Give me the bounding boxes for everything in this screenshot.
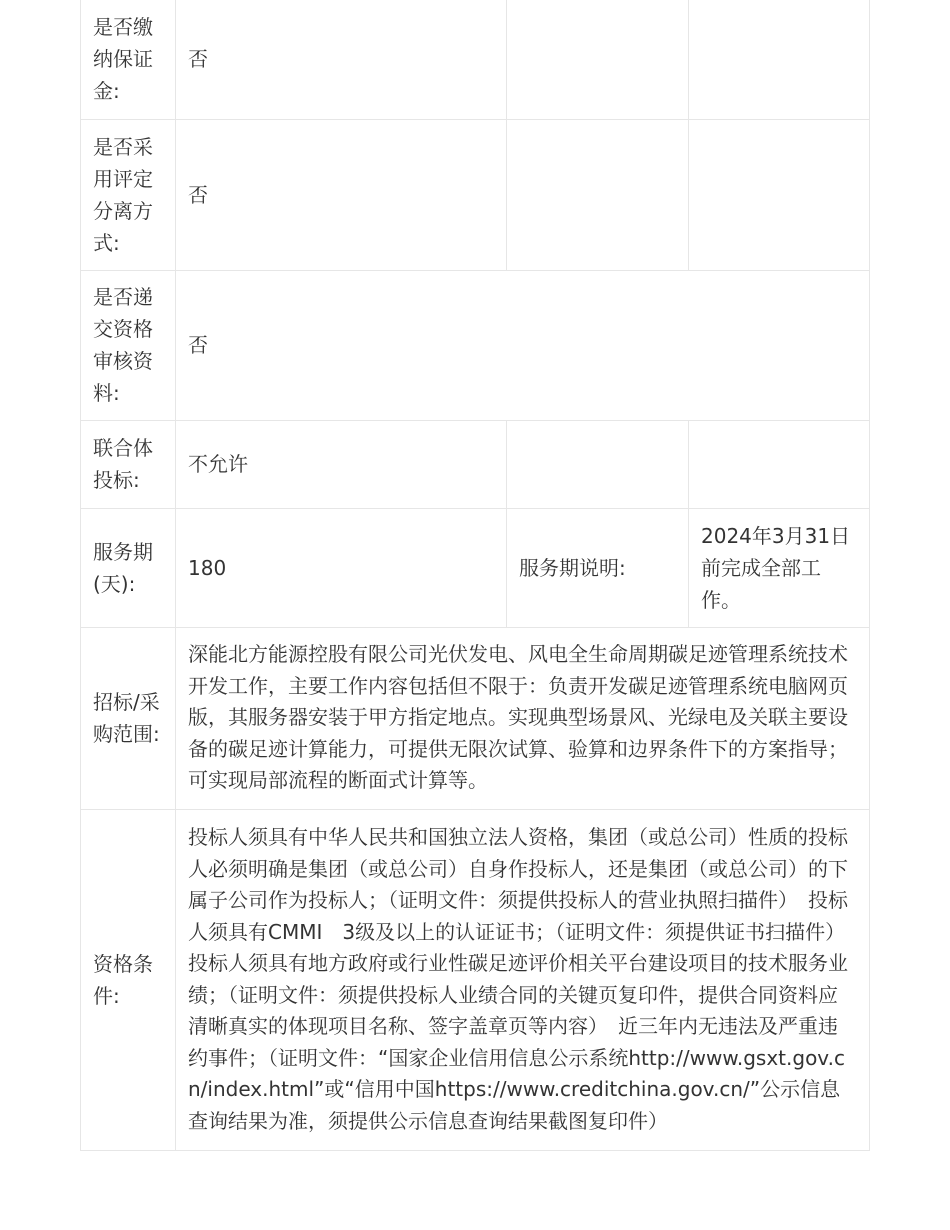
label-cell <box>81 0 176 119</box>
label-cell <box>81 508 176 627</box>
label-cell <box>81 270 176 420</box>
label-cell <box>81 420 176 508</box>
table-row-consortium <box>81 420 870 508</box>
service-period-note-value: 2024年3月31日前完成全部工作。 <box>701 523 851 612</box>
table-row-qualification-docs <box>81 270 870 420</box>
table-row-scope <box>81 627 870 809</box>
table-row-qualification <box>81 809 870 1150</box>
scope-value: 深能北方能源控股有限公司光伏发电、风电全生命周期碳足迹管理系统技术开发工作，主要工作内容包括但不限于：负责开发碳足迹管理系统电脑网页版，其服务器安装于甲方指定地点。实现典型场景风、光绿电及关联主要设备的碳足迹计算能力，可提供无限次试算、验算和边界条件下的方案指导；可实现局部流程的断面式计算等。 <box>188 642 848 793</box>
scope-label: 招标/采购范围: <box>93 690 160 746</box>
separation-label: 是否采用评定分离方式: <box>93 134 153 255</box>
label-cell <box>81 809 176 1150</box>
tender-info-table <box>80 0 870 1151</box>
table-row-service-period <box>81 508 870 627</box>
label-cell <box>81 627 176 809</box>
empty-cell <box>689 119 870 270</box>
deposit-value: 否 <box>188 47 208 72</box>
qualification-docs-value: 否 <box>188 333 208 357</box>
consortium-label: 联合体投标: <box>93 436 153 492</box>
value-cell <box>176 627 870 809</box>
qualification-label: 资格条件: <box>93 951 153 1008</box>
value-cell <box>176 0 507 119</box>
empty-cell <box>507 420 689 508</box>
qualification-docs-label: 是否递交资格审核资料: <box>93 285 153 405</box>
qualification-value: 投标人须具有中华人民共和国独立法人资格，集团（或总公司）性质的投标人必须明确是集团（或总公司）自身作投标人，还是集团（或总公司）的下属子公司作为投标人；（证明文件：须提供投标人的营业执照扫描件） 投标人须具有CMMI 3级及以上的认证证书；（证明文件：须提供证书扫描件） 投标人须具有地方政府或行业性碳足迹评价相关平台建设项目的技术服务业绩；（证明文件：须提供投标人业绩合同的关键页复印件，提供合同资料应清晰真实的体现项目名称、签字盖章页等内容） 近三年内无违法及严重违约事件；（证明文件：“国家企业信用信息公示系统http://www.gsxt.gov.cn/index.html”或“信用中国https://www.creditchina.gov.cn/”公示信息查询结果为准，须提供公示信息查询结果截图复印件） <box>188 825 856 1133</box>
value-cell <box>176 270 870 420</box>
separation-value: 否 <box>188 182 208 207</box>
service-period-note-label: 服务期说明: <box>519 555 626 580</box>
deposit-label: 是否缴纳保证金: <box>93 15 153 104</box>
value-cell <box>176 420 507 508</box>
value-cell <box>689 508 870 627</box>
empty-cell <box>507 0 689 119</box>
empty-cell <box>507 119 689 270</box>
value-cell <box>176 809 870 1150</box>
table-row-separation <box>81 119 870 270</box>
service-period-label: 服务期(天): <box>93 539 153 596</box>
empty-cell <box>689 420 870 508</box>
value-cell <box>176 119 507 270</box>
empty-cell <box>689 0 870 119</box>
value-cell <box>176 508 507 627</box>
label-cell <box>507 508 689 627</box>
table-row-deposit <box>81 0 870 119</box>
service-period-value: 180 <box>188 555 227 580</box>
consortium-value: 不允许 <box>188 452 248 476</box>
label-cell <box>81 119 176 270</box>
